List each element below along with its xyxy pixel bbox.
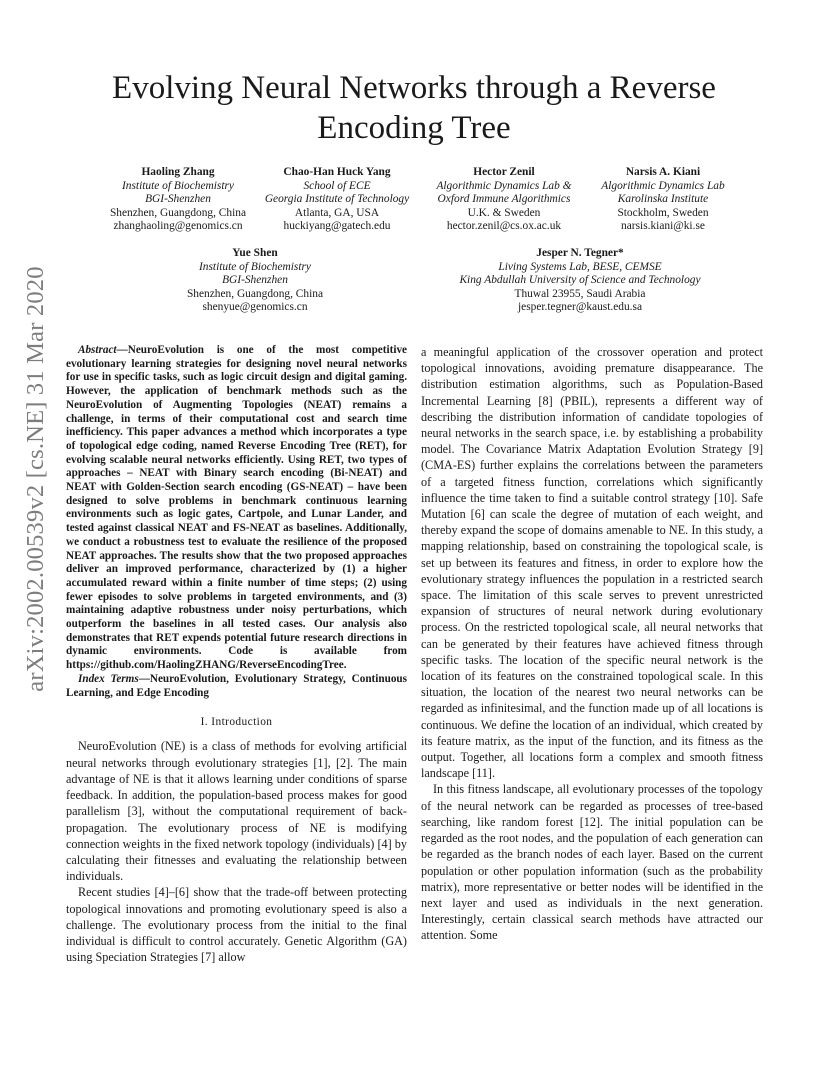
abstract (66, 344, 407, 673)
body-paragraph: NeuroEvolution (NE) is a class of methods for evolving artificial neural networks through evolutionary strategies [1], [2]. The main advantage of NE is that it allows learning under conditions of sparse feedback. In addition, the population-based process makes for good parallelism [3], without the computational requirement of back-propagation. The evolutionary process of NE is modifying connection weights in the fixed network topology (individuals) [4] by calculating their fitnesses and evaluating the relationship between individuals. (66, 739, 407, 884)
author-name: Hector Zenil (473, 166, 535, 178)
author-block (430, 247, 730, 315)
title-line-2: Encoding Tree (317, 110, 511, 146)
author-email: hector.zenil@cs.ox.ac.uk (446, 220, 562, 233)
author-block (170, 247, 340, 315)
author-name: Haoling Zhang (141, 166, 215, 178)
author-affiliation: BGI-Shenzhen (145, 193, 211, 206)
author-name: Chao-Han Huck Yang (283, 166, 391, 178)
author-affiliation: Oxford Immune Algorithmics (437, 193, 571, 206)
author-email: shenyue@genomics.cn (202, 301, 308, 314)
abstract-label: Abstract (78, 344, 117, 356)
author-affiliation: Living Systems Lab, BESE, CEMSE (498, 260, 662, 273)
author-block (88, 166, 268, 234)
author-affiliation: Institute of Biochemistry (122, 179, 234, 192)
paper-title (70, 68, 758, 148)
author-email: jesper.tegner@kaust.edu.sa (517, 301, 643, 314)
author-email: zhanghaoling@genomics.cn (113, 220, 243, 233)
author-block (424, 166, 584, 234)
index-terms-label: Index Terms (78, 672, 139, 685)
author-affiliation: Algorithmic Dynamics Lab & (436, 179, 572, 192)
body-paragraph: a meaningful application of the crossover operation and protect topological innovations, avoiding premature disappearance. The distribution estimation algorithms, such as Population-Based Incremental Learning [8] (PBIL), represents a different way of describing the distribution information of candidate topologies of neural networks in the search space, i.e. by establishing a probability model. The Covariance Matrix Adaptation Evolution Strategy [9] (CMA-ES) further explains the correlations between the parameters of a targeted fitness function, correlations which significantly influence the time taken to find a suitable control strategy [10]. Safe Mutation [6] can scale the degree of mutation of each weight, and thereby expand the scope of domains amenable to NE. In this study, a mapping relationship, based on constraining the topological scale, is set up between its features and fitness, in order to explore how the evolutionary strategy influences the population in a restricted search space. The limitation of this scale serves to prevent unrestricted expansion of structures of neural network during evolutionary process. On the restricted topological scale, all neural networks that can be generated by their features have achieved fitness through specific tasks. The location of the specific neural network is the location of its features on the constrained topological scale. In this situation, the location of the nearest two neural networks can be regarded as infinitesimal, and the function made up of all locations is continuous. We define the location of an individual, which created by its feature matrix, as the input of the function, and its fitness as the output. Together, all locations form a complex and smooth fitness landscape [11]. (421, 345, 763, 781)
author-name: Narsis A. Kiani (625, 166, 701, 178)
author-location: Stockholm, Sweden (617, 206, 709, 219)
author-location: U.K. & Sweden (467, 206, 541, 219)
author-block (588, 166, 738, 234)
index-terms-text: —NeuroEvolution, Evolutionary Strategy, Continuous Learning, and Edge Encoding (66, 672, 407, 699)
author-location: Thuwal 23955, Saudi Arabia (514, 287, 646, 300)
right-column (421, 344, 763, 944)
author-location: Shenzhen, Guangdong, China (186, 287, 324, 300)
body-paragraph: In this fitness landscape, all evolutionary processes of the topology of the neural network can be regarded as processes of tree-based searching, like random forest [12]. The initial population can be regarded as the root nodes, and the population of each generation can be regarded as the branch nodes of each layer. Based on the current population or other population information (such as the probability matrix), more representative or better nodes will be identified in the next layer and used as individuals in the next generation. Interestingly, certain classical search methods have attracted our attention. Some (421, 782, 763, 943)
author-name: Yue Shen (232, 247, 278, 259)
left-column (66, 344, 407, 965)
author-affiliation: Karolinska Institute (617, 193, 709, 206)
title-line-1: Evolving Neural Networks through a Reverse (112, 70, 716, 106)
author-affiliation: Georgia Institute of Technology (264, 193, 410, 206)
author-name: Jesper N. Tegner* (536, 247, 624, 259)
author-affiliation: Algorithmic Dynamics Lab (601, 179, 725, 192)
author-affiliation: School of ECE (303, 179, 371, 192)
author-block (252, 166, 422, 234)
author-affiliation: Institute of Biochemistry (199, 260, 311, 273)
author-location: Atlanta, GA, USA (294, 206, 380, 219)
arxiv-stamp (16, 266, 56, 692)
abstract-text: —NeuroEvolution is one of the most competitive evolutionary learning strategies for designing novel neural networks for use in specific tasks, such as logic circuit design and digital gaming. However, the application of benchmark methods such as the NeuroEvolution of Augmenting Topologies (NEAT) remains a challenge, in terms of their computational cost and search time inefficiency. This paper advances a method which incorporates a type of topological edge coding, named Reverse Encoding Tree (RET), for evolving scalable neural networks efficiently. Using RET, two types of approaches – NEAT with Binary search encoding (Bi-NEAT) and NEAT with Golden-Section search encoding (GS-NEAT) – have been designed to solve problems in benchmark continuous learning environments such as logic gates, Cartpole, and Lunar Lander, and tested against classical NEAT and FS-NEAT as baselines. Additionally, we conduct a robustness test to evaluate the resilience of the proposed NEAT approaches. The results show that the two proposed approaches deliver an improved performance, characterized by (1) a higher accumulated reward within a finite number of time steps; (2) using fewer episodes to solve problems in targeted environments, and (3) maintaining adaptive robustness under noisy perturbations, which outperform the baselines in all tested cases. Our analysis also demonstrates that RET expends potential future research directions in dynamic environments. Code is available from https://github.com/HaolingZHANG/ReverseEncodingTree. (66, 344, 407, 672)
section-heading: I. Introduction (200, 716, 273, 729)
author-location: Shenzhen, Guangdong, China (109, 206, 247, 219)
author-affiliation: BGI-Shenzhen (222, 274, 288, 287)
author-email: huckiyang@gatech.edu (283, 220, 391, 233)
index-terms (66, 673, 407, 700)
body-paragraph: Recent studies [4]–[6] show that the trade-off between protecting topological innovations and promoting evolutionary speed is also a challenge. The evolutionary process from the initial to the final individual is difficult to control accurately. Genetic Algorithm (GA) using Speciation Strategies [7] allow (66, 885, 407, 965)
author-affiliation: King Abdullah University of Science and Technology (459, 274, 701, 287)
author-email: narsis.kiani@ki.se (621, 220, 705, 233)
arxiv-identifier: arXiv:2002.00539v2 [cs.NE] 31 Mar 2020 (22, 266, 49, 692)
